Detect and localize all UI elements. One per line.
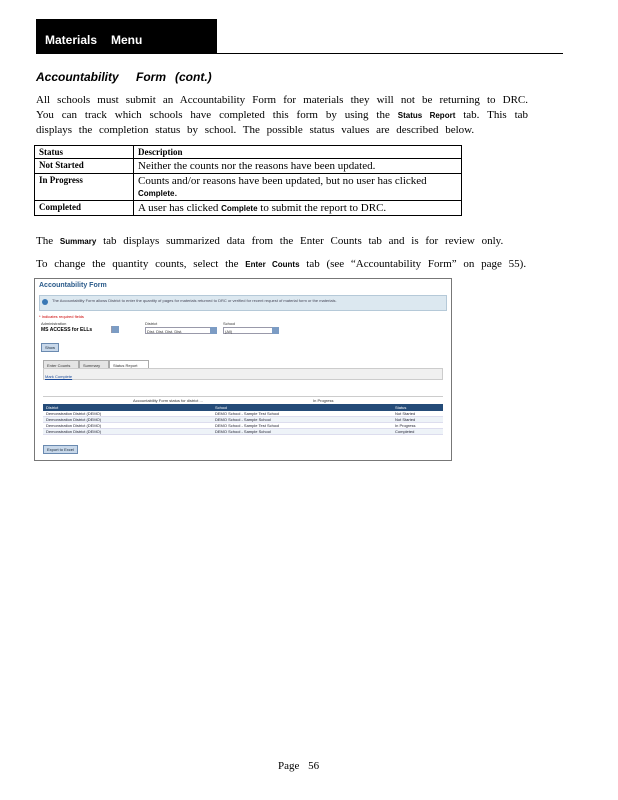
column-header[interactable]: School [215,405,228,410]
header-rule [217,53,563,54]
intro-paragraph: All schools must submit an Accountability Form for materials they will not be returning to DRC. You can track which schools have completed this form by using the Status Report tab. This tab displays the completion status by school. The possible status values are described below. [36,94,529,136]
administration-value: MS ACCESS for ELLs [41,327,93,333]
chevron-down-icon [210,327,217,334]
mark-complete-link[interactable]: Mark Complete [45,374,73,379]
administration-label: Administration [41,321,67,326]
table-row [35,174,462,201]
summary-term: Summary [59,237,97,246]
administration-select[interactable] [111,326,119,333]
table-row: Demonstration District (DEMO) DEMO School - Sample Test School In Progress [43,423,443,429]
form-title: Accountability Form [39,282,107,289]
description-cell: Neither the counts nor the reasons have been updated. [134,159,462,174]
info-banner: The Accountability Form allows District to enter the quantity of pages for materials returned to DRC or verified for recent request of material form or the materials. [39,295,447,311]
description-header: Description [134,146,462,159]
table-row: Demonstration District (DEMO) DEMO School - Sample School Not Started [43,417,443,423]
results-table-header [43,404,443,411]
tab-panel [43,368,443,380]
district-label: District [145,321,158,326]
school-label: School [223,321,236,326]
section-title-word1: Accountability [36,70,119,84]
table-row [35,159,462,174]
header-bar [36,19,217,54]
chevron-down-icon [112,326,119,333]
header-materials: Materials [45,33,98,47]
school-select[interactable]: (All) [223,327,279,334]
column-header[interactable]: Status [395,405,407,410]
header-menu: Menu [111,33,143,47]
status-cell: In Progress [35,174,134,201]
status-header: Status [35,146,134,159]
section-title-word2: Form [136,70,166,84]
info-icon [42,299,48,305]
status-cell: Completed [35,201,134,216]
status-cell: Not Started [35,159,134,174]
district-select[interactable]: Dist. Dist. Dist. Dist. [145,327,217,334]
status-table-header [35,146,462,159]
column-header[interactable]: District [46,405,59,410]
description-cell: Counts and/or reasons have been updated, but no user has clicked Complete. [134,174,462,201]
description-cell: A user has clicked Complete to submit the report to DRC. [134,201,462,216]
table-row: Demonstration District (DEMO) DEMO School - Sample Test School Not Started [43,411,443,417]
page-number: Page 56 [278,760,320,772]
enter-counts-term: Enter Counts [245,260,300,269]
tab-enter-counts[interactable]: Enter Counts [43,360,79,369]
required-note: * Indicates required fields [39,314,84,319]
chevron-down-icon [272,327,279,334]
table-row [35,201,462,216]
section-title-word3: (cont.) [175,70,212,84]
status-report-term: Status Report [397,111,456,120]
change-paragraph: To change the quantity counts, select the Enter Counts tab (see “Accountability Form” on page 55). [36,258,527,270]
table-row: Demonstration District (DEMO) DEMO School - Sample School Completed [43,429,443,435]
tab-summary[interactable]: Summary [79,360,109,369]
accountability-form-screenshot [34,278,452,461]
table-caption: Accountability Form status for district ... In Progress [43,396,443,397]
tab-status-report[interactable]: Status Report [109,360,149,369]
show-button[interactable]: Show [41,343,59,352]
summary-paragraph: The Summary tab displays summarized data from the Enter Counts tab and is for review only. [36,235,504,247]
status-table [34,145,462,216]
export-to-excel-button[interactable]: Export to Excel [43,445,78,454]
